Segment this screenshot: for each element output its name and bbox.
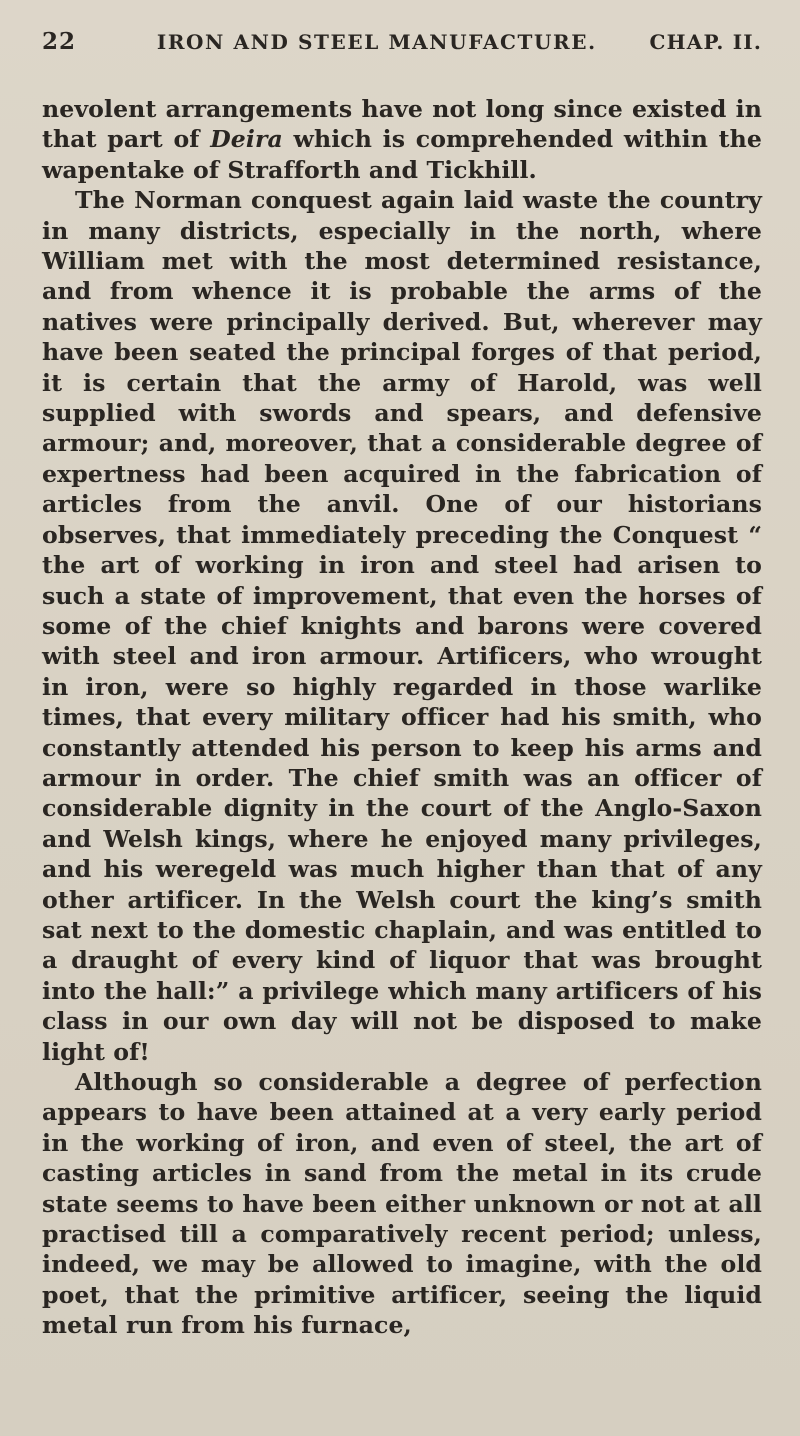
paragraph-text: which is comprehended within the wapentake of Strafforth and Tickhill. bbox=[42, 125, 762, 184]
paragraph bbox=[42, 1067, 762, 1341]
paragraph-text: Although so considerable a degree of perfection appears to have been attained at a very early period in the working of iron, and even of steel, the art of casting articles in sand from the metal in its crude state seems to have been either unknown or not at all practised till a comparatively recent period; unless, indeed, we may be allowed to imagine, with the old poet, that the primitive artificer, seeing the liquid metal run from his furnace, bbox=[42, 1068, 762, 1340]
running-title: IRON AND STEEL MANUFACTURE. bbox=[156, 30, 597, 54]
paragraph bbox=[42, 185, 762, 1067]
page-number: 22 bbox=[42, 28, 77, 55]
paragraph bbox=[42, 94, 762, 185]
italic-text: Deira bbox=[210, 125, 283, 154]
chapter-label: CHAP. II. bbox=[649, 30, 762, 54]
page-header bbox=[42, 28, 762, 68]
paragraph-text: nevolent arrangements have not long since existed in that part of bbox=[42, 95, 762, 154]
paragraph-text: The Norman conquest again laid waste the country in many districts, especially in the north, where William met with the most determined resistance, and from whence it is probable the arms of the natives were principally derived. But, wherever may have been seated the principal forges of that period, it is certain that the army of Harold, was well supplied with swords and spears, and defensive armour; and, moreover, that a considerable degree of expertness had been acquired in the fabrication of articles from the anvil. One of our historians observes, that immediately preceding the Conquest “ the art of working in iron and steel had arisen to such a state of improvement, that even the horses of some of the chief knights and barons were covered with steel and iron armour. Artificers, who wrought in iron, were so highly regarded in those warlike times, that every military officer had his smith, who constantly attended his person to keep his arms and armour in order. The chief smith was an officer of considerable dignity in the court of the Anglo-Saxon and Welsh kings, where he enjoyed many privileges, and his weregeld was much higher than that of any other artificer. In the Welsh court the king’s smith sat next to the domestic chaplain, and was entitled to a draught of every kind of liquor that was brought into the hall:” a privilege which many artificers of his class in our own day will not be disposed to make light of! bbox=[42, 186, 762, 1066]
body-text bbox=[42, 94, 762, 1341]
